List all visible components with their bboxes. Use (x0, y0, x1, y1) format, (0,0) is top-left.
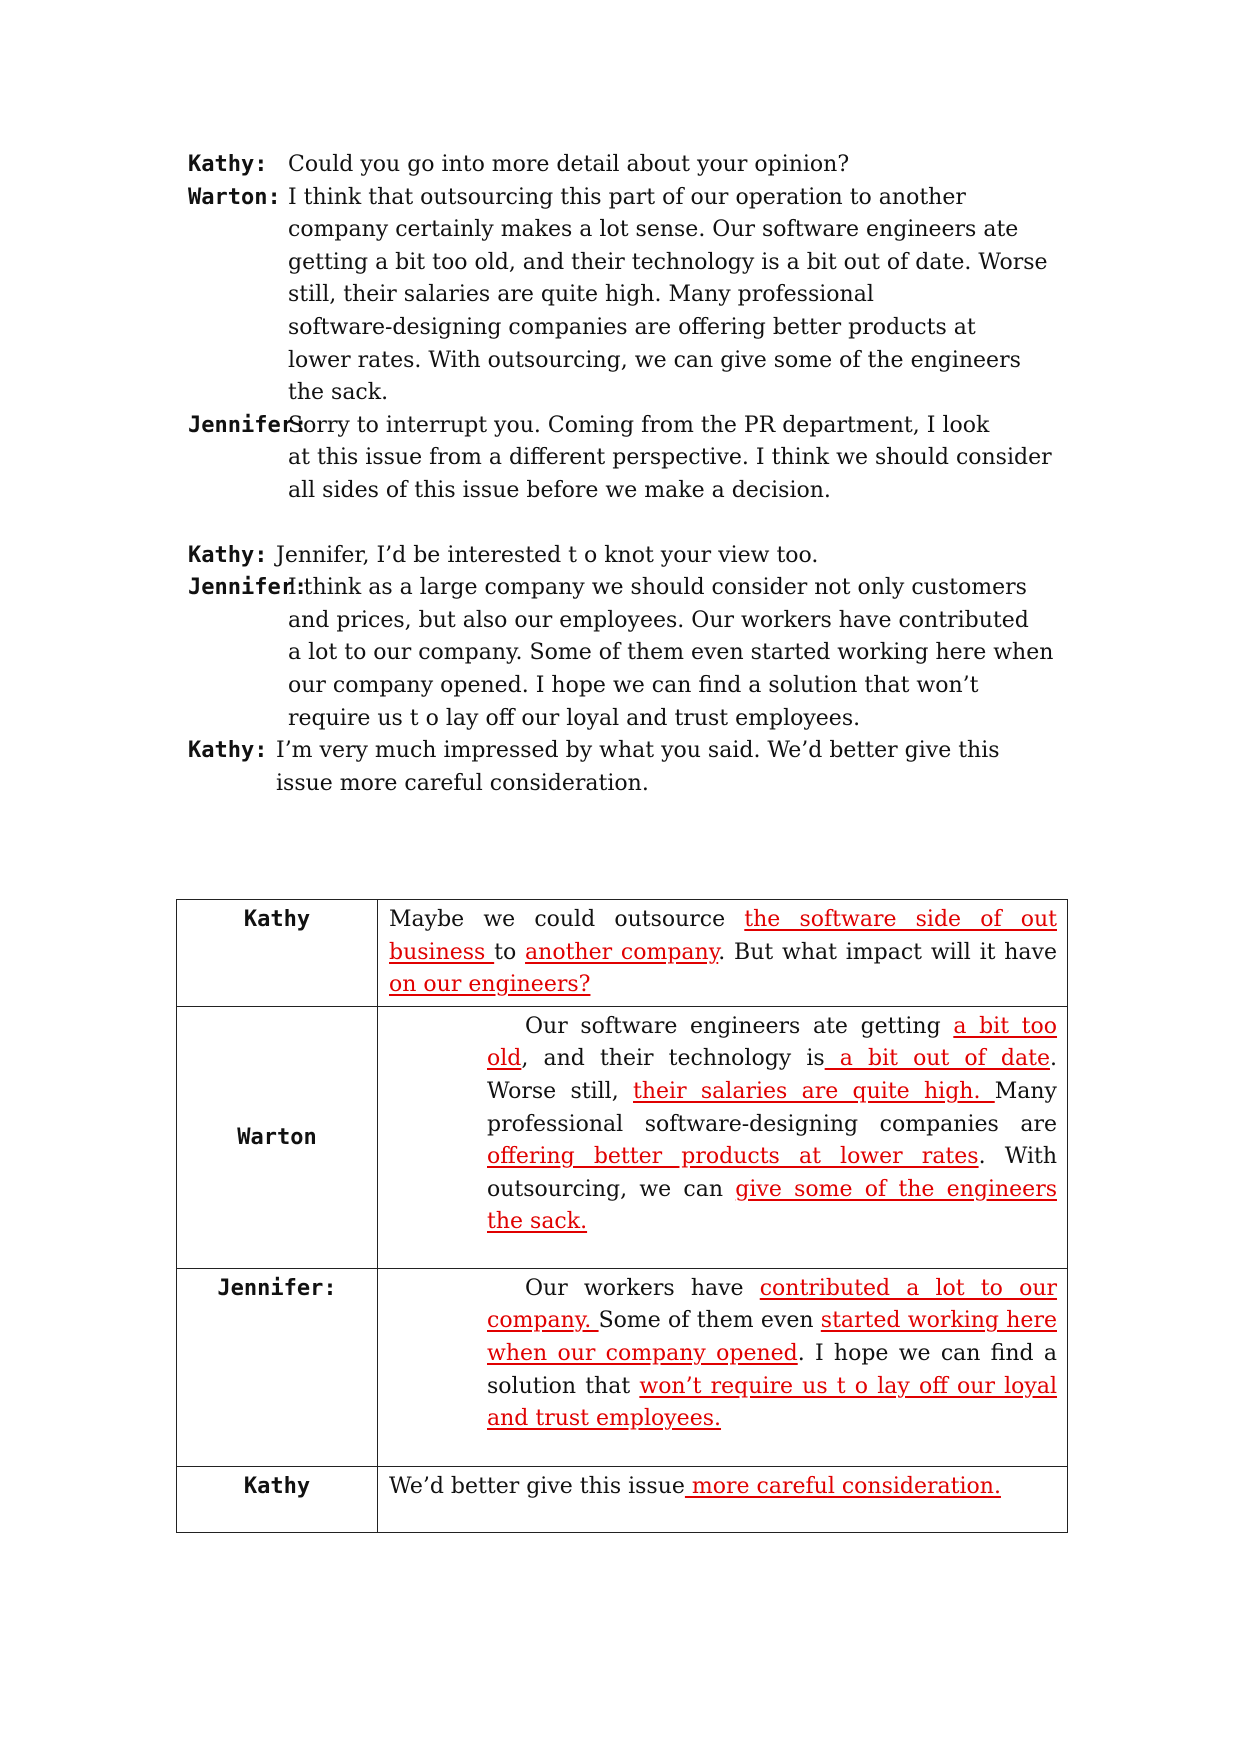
dialogue-line: and prices, but also our employees. Our workers have contributed (288, 607, 1029, 633)
speaker-name: Kathy: (188, 152, 268, 177)
plain-text: Maybe we could outsource (389, 907, 745, 932)
dialogue-line: Could you go into more detail about your opinion? (288, 152, 850, 177)
dialogue-line: the sack. (288, 380, 389, 406)
table-row (177, 900, 1068, 1007)
plain-text: . But what impact will it have (718, 939, 1057, 965)
dialogue (188, 149, 1058, 800)
summary-table (176, 899, 1068, 1533)
dialogue-turn (188, 410, 1058, 508)
highlighted-phrase: more careful consideration. (684, 1473, 1001, 1499)
plain-text: Many professional software-designing companies are (487, 1078, 1057, 1137)
speaker-cell: Kathy (177, 900, 378, 1007)
summary-text-cell (378, 1006, 1068, 1268)
highlighted-phrase: a bit too old (487, 1013, 1058, 1072)
dialogue-turn (188, 572, 1058, 735)
dialogue-line: issue more careful consideration. (276, 770, 649, 796)
table-row (177, 1466, 1068, 1532)
dialogue-turn (188, 735, 1058, 800)
dialogue-line: a lot to our company. Some of them even started working here when (288, 640, 1054, 666)
dialogue-line: company certainly makes a lot sense. Our software engineers ate (288, 217, 1019, 243)
dialogue-line: our company opened. I hope we can find a solution that won’t (288, 672, 979, 698)
speaker-name: Warton: (188, 184, 281, 210)
plain-text: . With outsourcing, we can (487, 1144, 1057, 1202)
dialogue-line: still, their salaries are quite high. Many professional (288, 282, 874, 308)
speaker-cell: Kathy (177, 1466, 378, 1532)
highlighted-phrase: a bit out of date (824, 1046, 1050, 1072)
plain-text: to (494, 939, 526, 965)
plain-text: We’d better give this issue (389, 1473, 685, 1499)
speaker-name: Jennifer: (188, 412, 308, 438)
highlighted-phrase: another company (525, 939, 719, 965)
plain-text: Some of them even (598, 1308, 821, 1334)
table-row (177, 1268, 1068, 1466)
dialogue-line: getting a bit too old, and their technology is a bit out of date. Worse (288, 249, 1048, 275)
highlighted-phrase: give some of the engineers the sack. (487, 1176, 1057, 1235)
dialogue-turn (188, 540, 1058, 573)
dialogue-turn (188, 149, 1058, 182)
highlighted-phrase: on our engineers? (389, 972, 591, 998)
speaker-cell: Warton (177, 1006, 378, 1268)
dialogue-line: I think as a large company we should consider not only customers (288, 575, 1027, 601)
dialogue-line: require us t o lay off our loyal and trust employees. (288, 705, 861, 731)
speaker-cell: Jennifer: (177, 1268, 378, 1466)
dialogue-line: all sides of this issue before we make a decision. (288, 477, 831, 503)
highlighted-phrase: contributed a lot to our company. (487, 1275, 1058, 1334)
dialogue-line: Jennifer, I’d be interested t o knot your view too. (276, 542, 819, 568)
dialogue-line: I think that outsourcing this part of our operation to another (288, 184, 966, 210)
summary-text-cell (378, 1268, 1068, 1466)
dialogue-line: lower rates. With outsourcing, we can give some of the engineers (288, 347, 1021, 373)
dialogue-line: software-designing companies are offering better products at (288, 314, 976, 340)
highlighted-phrase: offering better products at lower rates (487, 1144, 979, 1170)
summary-text-cell (378, 1466, 1068, 1532)
highlighted-phrase: their salaries are quite high. (633, 1078, 995, 1104)
speaker-name: Kathy: (188, 542, 268, 568)
speaker-name: Jennifer: (188, 575, 308, 601)
table-row (177, 1006, 1068, 1268)
dialogue-line: Sorry to interrupt you. Coming from the PR department, I look (288, 412, 990, 438)
speaker-name: Kathy: (188, 738, 268, 764)
dialogue-turn (188, 182, 1058, 410)
highlighted-phrase: won’t require us t o lay off our loyal and trust employees. (487, 1373, 1058, 1432)
plain-text: . I hope we can find a solution that (487, 1340, 1057, 1399)
summary-text-cell (378, 900, 1068, 1007)
highlighted-phrase: started working here when our company opened (487, 1308, 1057, 1366)
dialogue-line: at this issue from a different perspective. I think we should consider (288, 445, 1052, 471)
highlighted-phrase: the software side of out business (389, 907, 1057, 965)
plain-text: . Worse still, (487, 1046, 1057, 1104)
dialogue-line: I’m very much impressed by what you said. We’d better give this (276, 738, 1000, 764)
plain-text: Our software engineers ate getting (525, 1013, 954, 1039)
plain-text: Our workers have (525, 1275, 760, 1301)
plain-text: , and their technology is (521, 1046, 825, 1072)
